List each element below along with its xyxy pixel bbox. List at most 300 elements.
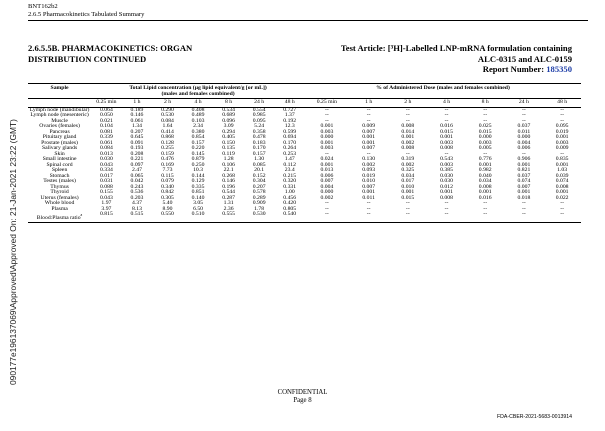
dose-value-cell: -- xyxy=(405,150,410,157)
conc-value-cell: 0.334 xyxy=(100,167,113,173)
conc-value-cell: 0.868 xyxy=(161,134,174,140)
conc-value-cell: 1.31 xyxy=(223,200,234,206)
dose-value-cell: -- xyxy=(366,117,371,124)
dose-value-cell: -- xyxy=(483,200,488,206)
test-article-block xyxy=(341,43,572,75)
dose-value-cell: 0.008 xyxy=(478,183,492,190)
conc-value-cell: 0.985 xyxy=(252,112,266,118)
dose-value-cell: 0.002 xyxy=(401,139,415,146)
conc-value-cell: 3.09 xyxy=(223,123,234,129)
conc-value-cell: 0.335 xyxy=(191,183,205,190)
conc-value-cell: 0.050 xyxy=(100,112,113,118)
document-id: FDA-CBER-2021-5683-0013914 xyxy=(497,414,572,420)
dose-value-cell: -- xyxy=(405,117,410,124)
dose-value-cell: -- xyxy=(444,200,449,206)
conc-value-cell: 0.264 xyxy=(283,145,297,151)
dose-value-cell: -- xyxy=(366,200,371,206)
conc-value-cell: 2.34 xyxy=(193,123,204,129)
sample-name: Stomach xyxy=(49,172,70,179)
dose-value-cell: 0.007 xyxy=(362,183,376,190)
dose-value-cell: 0.001 xyxy=(555,189,569,195)
conc-value-cell: 0.478 xyxy=(252,134,266,140)
dose-value-cell: 0.004 xyxy=(320,183,334,190)
dose-value-cell: 0.001 xyxy=(401,189,415,195)
dose-value-cell: 0.001 xyxy=(320,161,334,168)
conc-value-cell: 0.645 xyxy=(130,134,144,140)
confidential-label: CONFIDENTIAL xyxy=(277,389,328,396)
dose-value-cell: -- xyxy=(405,205,410,212)
conc-value-cell: 0.510 xyxy=(183,212,214,223)
dose-value-cell: 0.002 xyxy=(401,161,415,168)
sample-name: Plasma xyxy=(51,205,68,212)
dose-value-cell: -- xyxy=(324,106,329,113)
conc-value-cell: 4.37 xyxy=(131,200,142,206)
dose-value-cell: 0.010 xyxy=(401,183,415,190)
dose-value-cell: 0.003 xyxy=(440,161,453,168)
conc-time-header: 1 h xyxy=(122,99,153,108)
dose-value-cell: 0.008 xyxy=(401,123,415,129)
dose-value-cell: 0.543 xyxy=(440,156,453,162)
dose-value-cell: 0.030 xyxy=(440,172,453,179)
dose-value-cell: -- xyxy=(405,106,410,113)
conc-value-cell: 5.40 xyxy=(162,200,173,206)
dose-value-cell: -- xyxy=(444,150,449,157)
conc-value-cell: 20.1 xyxy=(254,167,265,173)
conc-value-cell: 1.34 xyxy=(131,123,142,129)
administered-dose-header: % of Administered Dose (males and females combined) xyxy=(305,84,581,92)
conc-value-cell: 0.030 xyxy=(100,156,113,162)
dose-value-cell: 0.002 xyxy=(362,161,376,168)
conc-value-cell: 0.456 xyxy=(283,194,297,201)
dose-value-cell: -- xyxy=(324,150,329,157)
dose-value-cell: 0.024 xyxy=(320,156,334,162)
conc-value-cell: 0.851 xyxy=(191,189,205,195)
table-row xyxy=(28,212,581,223)
dose-value-cell: 0.016 xyxy=(440,123,453,129)
dose-value-cell: 0.001 xyxy=(362,189,376,195)
footer-block xyxy=(0,389,605,404)
conc-time-header: 8 h xyxy=(213,99,244,108)
dose-value-cell: 0.011 xyxy=(362,194,375,201)
conc-value-cell: 1.30 xyxy=(254,156,265,162)
dose-value-cell: -- xyxy=(324,112,329,118)
dose-value-cell: 0.015 xyxy=(440,128,453,135)
dose-value-cell: -- xyxy=(560,117,565,124)
conc-value-cell: 0.554 xyxy=(252,106,266,113)
dose-value-cell: -- xyxy=(405,200,410,206)
dose-value-cell: 0.008 xyxy=(401,145,415,151)
conc-value-cell: 0.128 xyxy=(161,139,174,146)
sample-name: Thymus xyxy=(50,183,69,190)
dose-value-cell: 0.001 xyxy=(440,189,453,195)
dose-value-cell: 0.008 xyxy=(555,183,569,190)
conc-value-cell: 10.3 xyxy=(193,167,204,173)
conc-value-cell: 0.146 xyxy=(222,178,235,184)
dose-value-cell: 0.010 xyxy=(362,178,376,184)
report-number-line xyxy=(341,64,572,75)
dose-value-cell: 0.003 xyxy=(478,139,492,146)
conc-value-cell: 0.159 xyxy=(161,150,174,157)
conc-value-cell: 0.339 xyxy=(100,134,113,140)
conc-value-cell: 0.689 xyxy=(222,112,235,118)
dose-value-cell: 0.015 xyxy=(401,194,415,201)
conc-value-cell: 5.24 xyxy=(254,123,265,129)
conc-value-cell: 0.193 xyxy=(130,145,144,151)
conc-value-cell: 0.095 xyxy=(252,117,266,124)
sample-name: Thyroid xyxy=(50,189,69,195)
dose-value-cell: -- xyxy=(405,112,410,118)
conc-value-cell: 0.196 xyxy=(222,183,235,190)
dose-value-cell: 0.016 xyxy=(478,194,492,201)
dose-value-cell: -- xyxy=(366,150,371,157)
dose-value-cell: 0.001 xyxy=(320,139,334,146)
sample-name: Lymph node (mesenteric) xyxy=(30,112,89,118)
conc-value-cell: 0.169 xyxy=(161,161,174,168)
conc-value-cell: 0.088 xyxy=(100,183,113,190)
dose-value-cell: -- xyxy=(543,212,581,223)
dose-value-cell: 0.385 xyxy=(440,167,453,173)
conc-value-cell: 8.13 xyxy=(131,205,142,212)
header-rule xyxy=(28,20,588,21)
test-article-line-1: Test Article: [³H]-Labelled LNP-mRNA formulation containing xyxy=(340,43,572,53)
conc-value-cell: 0.530 xyxy=(244,212,275,223)
conc-value-cell: 0.805 xyxy=(283,205,297,212)
footnote-marker: a xyxy=(80,212,83,217)
conc-value-cell: 0.550 xyxy=(152,212,183,223)
dose-value-cell: 0.003 xyxy=(440,139,453,146)
test-article-line-2: ALC-0315 and ALC-0159 xyxy=(477,53,572,64)
section-title-line-2: DISTRIBUTION CONTINUED xyxy=(28,53,147,64)
conc-value-cell: 0.544 xyxy=(222,189,235,195)
dose-value-cell: 0.005 xyxy=(478,145,492,151)
dose-value-cell: 0.003 xyxy=(320,128,334,135)
report-number-link[interactable]: 185350 xyxy=(546,64,572,74)
conc-value-cell: 0.304 xyxy=(252,178,266,184)
conc-value-cell: 0.129 xyxy=(191,178,205,184)
dose-value-cell: -- xyxy=(560,150,565,157)
dose-value-cell: 0.001 xyxy=(517,161,531,168)
dose-value-cell: -- xyxy=(366,106,371,113)
conc-value-cell: 0.061 xyxy=(100,139,113,146)
conc-value-cell: 7.73 xyxy=(162,167,173,173)
conc-value-cell: 0.540 xyxy=(274,212,305,223)
dose-value-cell: -- xyxy=(560,106,565,113)
dose-value-cell: 0.007 xyxy=(320,178,334,184)
conc-value-cell: 0.215 xyxy=(283,172,297,179)
dose-value-cell: -- xyxy=(483,112,488,118)
dose-value-cell: 0.074 xyxy=(517,178,531,184)
dose-value-cell: 0.025 xyxy=(478,123,492,129)
dose-value-cell: -- xyxy=(324,117,329,124)
conc-value-cell: 0.170 xyxy=(252,145,266,151)
dose-value-cell: 0.000 xyxy=(320,134,334,140)
conc-value-cell: 1.64 xyxy=(162,123,173,129)
dose-value-cell: -- xyxy=(483,106,488,113)
dose-value-cell: -- xyxy=(521,117,526,124)
conc-value-cell: 0.155 xyxy=(100,189,113,195)
sample-name: Lymph node (mandibular) xyxy=(29,106,90,113)
dose-value-cell: 0.006 xyxy=(517,145,531,151)
dose-value-cell: -- xyxy=(466,212,505,223)
lipid-concentration-header: Total Lipid concentration (µg lipid equivalent/g [or mL]) xyxy=(91,84,305,92)
conc-value-cell: 0.287 xyxy=(222,194,235,201)
sample-name: Blood:Plasma ratio xyxy=(36,214,81,221)
dose-value-cell: 0.009 xyxy=(555,145,569,151)
sample-name: Ovaries (females) xyxy=(39,123,80,129)
conc-value-cell: 0.408 xyxy=(191,106,205,113)
dose-value-cell: 0.037 xyxy=(517,172,531,179)
dose-value-cell: -- xyxy=(366,112,371,118)
conc-value-cell: 0.064 xyxy=(100,106,113,113)
approval-stamp: 090177e196137069\Approved\Approved On: 21-Jan-2021 23:22 (GMT) xyxy=(8,119,18,385)
dose-value-cell: 0.039 xyxy=(555,172,569,179)
conc-value-cell: 0.305 xyxy=(161,194,174,201)
conc-value-cell: 0.021 xyxy=(100,117,113,124)
dose-value-cell: 0.001 xyxy=(478,189,492,195)
time-point-header-row xyxy=(28,99,581,108)
header-line-2: 2.6.5 Pharmacokinetics Tabulated Summary xyxy=(28,11,145,18)
dose-value-cell: -- xyxy=(444,117,449,124)
dose-value-cell: -- xyxy=(305,212,349,223)
report-number-label: Report Number: xyxy=(482,64,547,74)
conc-value-cell: 0.414 xyxy=(161,128,174,135)
conc-value-cell: 0.031 xyxy=(100,178,113,184)
sample-name: Prostate (males) xyxy=(41,139,78,146)
dose-value-cell: -- xyxy=(521,200,526,206)
page-number: Page 8 xyxy=(293,396,312,404)
conc-value-cell: 0.189 xyxy=(130,106,144,113)
dose-value-cell: 0.776 xyxy=(478,156,492,162)
organ-distribution-table xyxy=(28,83,581,223)
sample-name: Skin xyxy=(54,150,65,157)
dose-value-cell: -- xyxy=(324,200,329,206)
conc-value-cell: 0.043 xyxy=(100,194,113,201)
dose-value-cell: -- xyxy=(483,150,488,157)
conc-value-cell: 0.084 xyxy=(161,117,174,124)
dose-value-cell: -- xyxy=(505,212,544,223)
conc-value-cell: 0.879 xyxy=(191,156,205,162)
dose-value-cell: 0.017 xyxy=(401,178,415,184)
dose-value-cell: 0.821 xyxy=(517,167,531,173)
dose-value-cell: -- xyxy=(444,106,449,113)
conc-value-cell: 0.489 xyxy=(191,112,205,118)
dose-value-cell: 0.018 xyxy=(517,194,531,201)
conc-value-cell: 0.599 xyxy=(283,128,297,135)
dose-value-cell: -- xyxy=(483,117,488,124)
dose-value-cell: 0.004 xyxy=(517,139,531,146)
conc-value-cell: 0.207 xyxy=(252,183,266,190)
conc-value-cell: 0.157 xyxy=(252,150,266,157)
dose-value-cell: -- xyxy=(388,212,427,223)
lipid-concentration-subheader: (males and females combined) xyxy=(91,91,305,99)
dose-value-cell: 0.001 xyxy=(362,139,376,146)
conc-value-cell: 0.842 xyxy=(161,189,174,195)
conc-value-cell: 0.694 xyxy=(283,134,297,140)
conc-value-cell: 0.530 xyxy=(161,112,174,118)
conc-value-cell: 0.150 xyxy=(222,139,235,146)
sample-name: Testes (males) xyxy=(43,178,76,184)
dose-value-cell: -- xyxy=(349,212,389,223)
conc-value-cell: 0.255 xyxy=(161,145,174,151)
sample-name: Whole blood xyxy=(44,200,75,206)
dose-value-cell: 0.982 xyxy=(478,167,492,173)
dose-value-cell: 0.034 xyxy=(401,172,415,179)
conc-time-header: 0.25 min xyxy=(91,99,122,108)
dose-value-cell: 0.013 xyxy=(320,167,334,173)
conc-value-cell: 0.106 xyxy=(222,161,235,168)
dose-value-cell: -- xyxy=(483,205,488,212)
sample-header: Sample xyxy=(28,84,91,92)
conc-value-cell: 0.144 xyxy=(191,172,205,179)
conc-value-cell: 0.061 xyxy=(130,117,144,124)
dose-value-cell: -- xyxy=(560,200,565,206)
dose-value-cell: 0.037 xyxy=(517,123,531,129)
conc-value-cell: 0.405 xyxy=(222,134,235,140)
conc-value-cell: 0.135 xyxy=(222,145,235,151)
dose-value-cell: 1.03 xyxy=(557,167,568,173)
conc-value-cell: 1.28 xyxy=(223,156,234,162)
dose-value-cell: 0.835 xyxy=(555,156,569,162)
dose-value-cell: 0.001 xyxy=(440,134,453,140)
conc-value-cell: 3.05 xyxy=(193,200,204,206)
conc-value-cell: 0.115 xyxy=(161,172,174,179)
sample-name-cell xyxy=(28,212,91,223)
conc-value-cell: 0.578 xyxy=(252,189,266,195)
dose-value-cell: -- xyxy=(444,112,449,118)
dose-value-cell: 0.001 xyxy=(320,123,334,129)
dose-value-cell: -- xyxy=(521,106,526,113)
dose-value-cell: 0.006 xyxy=(320,172,334,179)
conc-value-cell: 0.140 xyxy=(191,194,205,201)
dose-value-cell: 0.040 xyxy=(478,172,492,179)
conc-value-cell: 0.013 xyxy=(100,150,113,157)
conc-value-cell: 0.815 xyxy=(91,212,122,223)
sample-name: Pituitary gland xyxy=(42,134,77,140)
dose-value-cell: 0.030 xyxy=(440,178,453,184)
conc-value-cell: 0.208 xyxy=(130,150,144,157)
dose-value-cell: -- xyxy=(444,205,449,212)
dose-value-cell: -- xyxy=(521,112,526,118)
dose-value-cell: 0.095 xyxy=(555,123,569,129)
conc-value-cell: 0.085 xyxy=(252,161,266,168)
conc-value-cell: 22.1 xyxy=(223,167,234,173)
dose-value-cell: 0.074 xyxy=(555,178,569,184)
conc-value-cell: 1.00 xyxy=(284,189,295,195)
conc-value-cell: 12.3 xyxy=(284,123,295,129)
conc-value-cell: 0.289 xyxy=(252,194,266,201)
section-title-line-1: 2.6.5.5B. PHARMACOKINETICS: ORGAN xyxy=(28,43,193,53)
dose-value-cell: 0.319 xyxy=(401,156,415,162)
conc-value-cell: 0.043 xyxy=(100,161,113,168)
dose-value-cell: 0.012 xyxy=(440,183,453,190)
conc-value-cell: 2.47 xyxy=(131,167,142,173)
dose-time-header: 2 h xyxy=(388,99,427,108)
dose-value-cell: 0.001 xyxy=(517,189,531,195)
conc-value-cell: 0.042 xyxy=(130,178,144,184)
conc-time-header: 24 h xyxy=(244,99,275,108)
conc-value-cell: 0.536 xyxy=(130,189,144,195)
conc-value-cell: 1.78 xyxy=(254,205,265,212)
conc-value-cell: 0.103 xyxy=(191,117,205,124)
dose-value-cell: 0.325 xyxy=(401,167,415,173)
conc-value-cell: 0.268 xyxy=(222,172,235,179)
dose-value-cell: 0.009 xyxy=(362,123,376,129)
dose-value-cell: 0.008 xyxy=(440,194,453,201)
table-body xyxy=(28,107,581,223)
header-line-1: BNT162b2 xyxy=(28,3,58,10)
conc-value-cell: 0.017 xyxy=(100,172,113,179)
conc-value-cell: 0.854 xyxy=(191,134,205,140)
dose-value-cell: -- xyxy=(521,205,526,212)
conc-value-cell: 0.340 xyxy=(161,183,174,190)
conc-value-cell: 0.112 xyxy=(283,161,296,168)
conc-value-cell: 0.192 xyxy=(283,117,297,124)
conc-value-cell: 0.294 xyxy=(222,128,235,135)
dose-value-cell: 0.000 xyxy=(320,189,334,195)
dose-value-cell: 0.001 xyxy=(555,134,569,140)
dose-value-cell: 0.001 xyxy=(555,161,569,168)
conc-value-cell: 0.727 xyxy=(283,106,297,113)
dose-value-cell: 0.003 xyxy=(320,145,334,151)
conc-value-cell: 1.37 xyxy=(284,112,295,118)
conc-value-cell: 0.555 xyxy=(213,212,244,223)
conc-value-cell: 0.420 xyxy=(283,200,297,206)
dose-value-cell: 0.007 xyxy=(517,183,531,190)
conc-value-cell: 0.380 xyxy=(191,128,205,135)
conc-value-cell: 0.183 xyxy=(252,139,266,146)
conc-value-cell: 0.152 xyxy=(252,172,266,179)
conc-value-cell: 0.220 xyxy=(191,145,205,151)
conc-time-header: 4 h xyxy=(183,99,214,108)
dose-value-cell: -- xyxy=(366,205,371,212)
dose-value-cell: 0.014 xyxy=(401,128,415,135)
dose-value-cell: 0.000 xyxy=(517,134,531,140)
dose-time-header: 8 h xyxy=(466,99,505,108)
conc-value-cell: 0.081 xyxy=(100,128,113,135)
conc-value-cell: 0.157 xyxy=(191,139,205,146)
conc-value-cell: 0.203 xyxy=(130,194,144,201)
conc-value-cell: 0.207 xyxy=(130,128,144,135)
sample-name: Muscle xyxy=(51,117,68,124)
conc-value-cell: 0.476 xyxy=(161,156,174,162)
conc-value-cell: 0.534 xyxy=(222,106,235,113)
conc-value-cell: 0.091 xyxy=(130,139,144,146)
dose-time-header: 4 h xyxy=(427,99,466,108)
conc-value-cell: 0.320 xyxy=(283,178,297,184)
dose-value-cell: 0.011 xyxy=(517,128,531,135)
conc-value-cell: 0.170 xyxy=(283,139,297,146)
conc-value-cell: 0.119 xyxy=(222,150,235,157)
conc-value-cell: 0.065 xyxy=(130,172,144,179)
conc-value-cell: 1.97 xyxy=(101,200,112,206)
dose-time-header: 1 h xyxy=(349,99,389,108)
conc-value-cell: 8.90 xyxy=(162,205,173,212)
sample-name: Uterus (females) xyxy=(40,194,79,201)
dose-value-cell: 0.002 xyxy=(320,194,334,201)
conc-value-cell: 0.253 xyxy=(283,150,297,157)
conc-value-cell: 0.331 xyxy=(283,183,297,190)
dose-value-cell: -- xyxy=(560,112,565,118)
conc-value-cell: 3.97 xyxy=(101,205,112,212)
conc-value-cell: 0.096 xyxy=(222,117,235,124)
dose-value-cell: -- xyxy=(560,205,565,212)
sample-name: Spinal cord xyxy=(46,161,73,168)
conc-value-cell: 0.084 xyxy=(100,145,113,151)
conc-time-header: 48 h xyxy=(274,99,305,108)
conc-value-cell: 0.145 xyxy=(191,150,205,157)
conc-time-header: 2 h xyxy=(152,99,183,108)
dose-time-header: 0.25 min xyxy=(305,99,349,108)
